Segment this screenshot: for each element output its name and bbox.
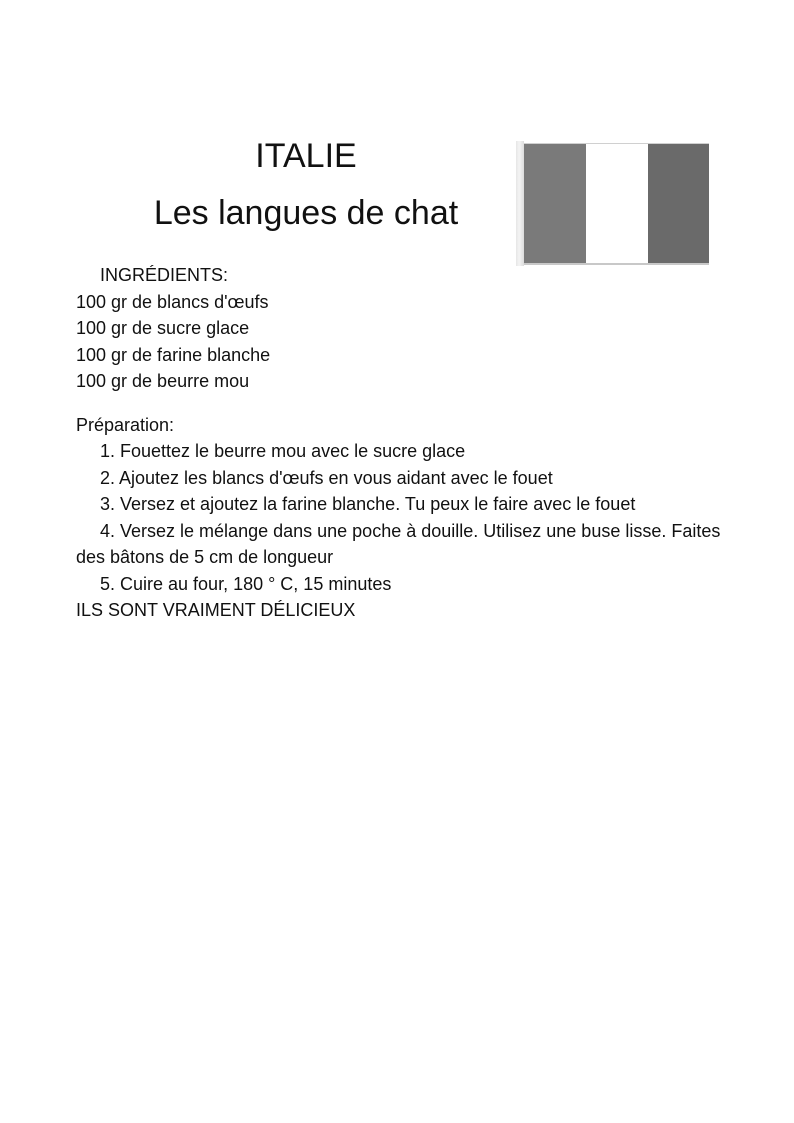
ingredient-item: 100 gr de beurre mou (76, 371, 250, 391)
recipe-title: Les langues de chat (153, 194, 459, 232)
ingredient-item: 100 gr de blancs d'œufs (76, 291, 269, 312)
ingredient-item: 100 gr de farine blanche (76, 344, 271, 365)
flag-frame (524, 143, 709, 265)
ingredient-item: 100 gr de sucre glace (76, 318, 250, 338)
italy-flag-image (516, 141, 709, 266)
flag-edge-shadow (516, 141, 524, 266)
closing-remark: ILS SONT VRAIMENT DÉLICIEUX (76, 600, 356, 620)
country-title: ITALIE (255, 137, 357, 175)
ingredients-heading: INGRÉDIENTS: (100, 265, 229, 285)
preparation-step: 2. Ajoutez les blancs d'œufs en vous aidant avec le fouet (100, 467, 553, 488)
preparation-step: 5. Cuire au four, 180 ° C, 15 minutes (100, 573, 392, 594)
section-spacer (76, 395, 736, 412)
preparation-heading: Préparation: (76, 414, 175, 435)
preparation-step: 4. Versez le mélange dans une poche à douille. Utilisez une buse lisse. Faites des bâtons de 5 cm de longueur (76, 520, 721, 567)
preparation-step: 1. Fouettez le beurre mou avec le sucre glace (100, 441, 466, 461)
recipe-body (76, 262, 736, 624)
preparation-step: 3. Versez et ajoutez la farine blanche. Tu peux le faire avec le fouet (100, 494, 636, 514)
